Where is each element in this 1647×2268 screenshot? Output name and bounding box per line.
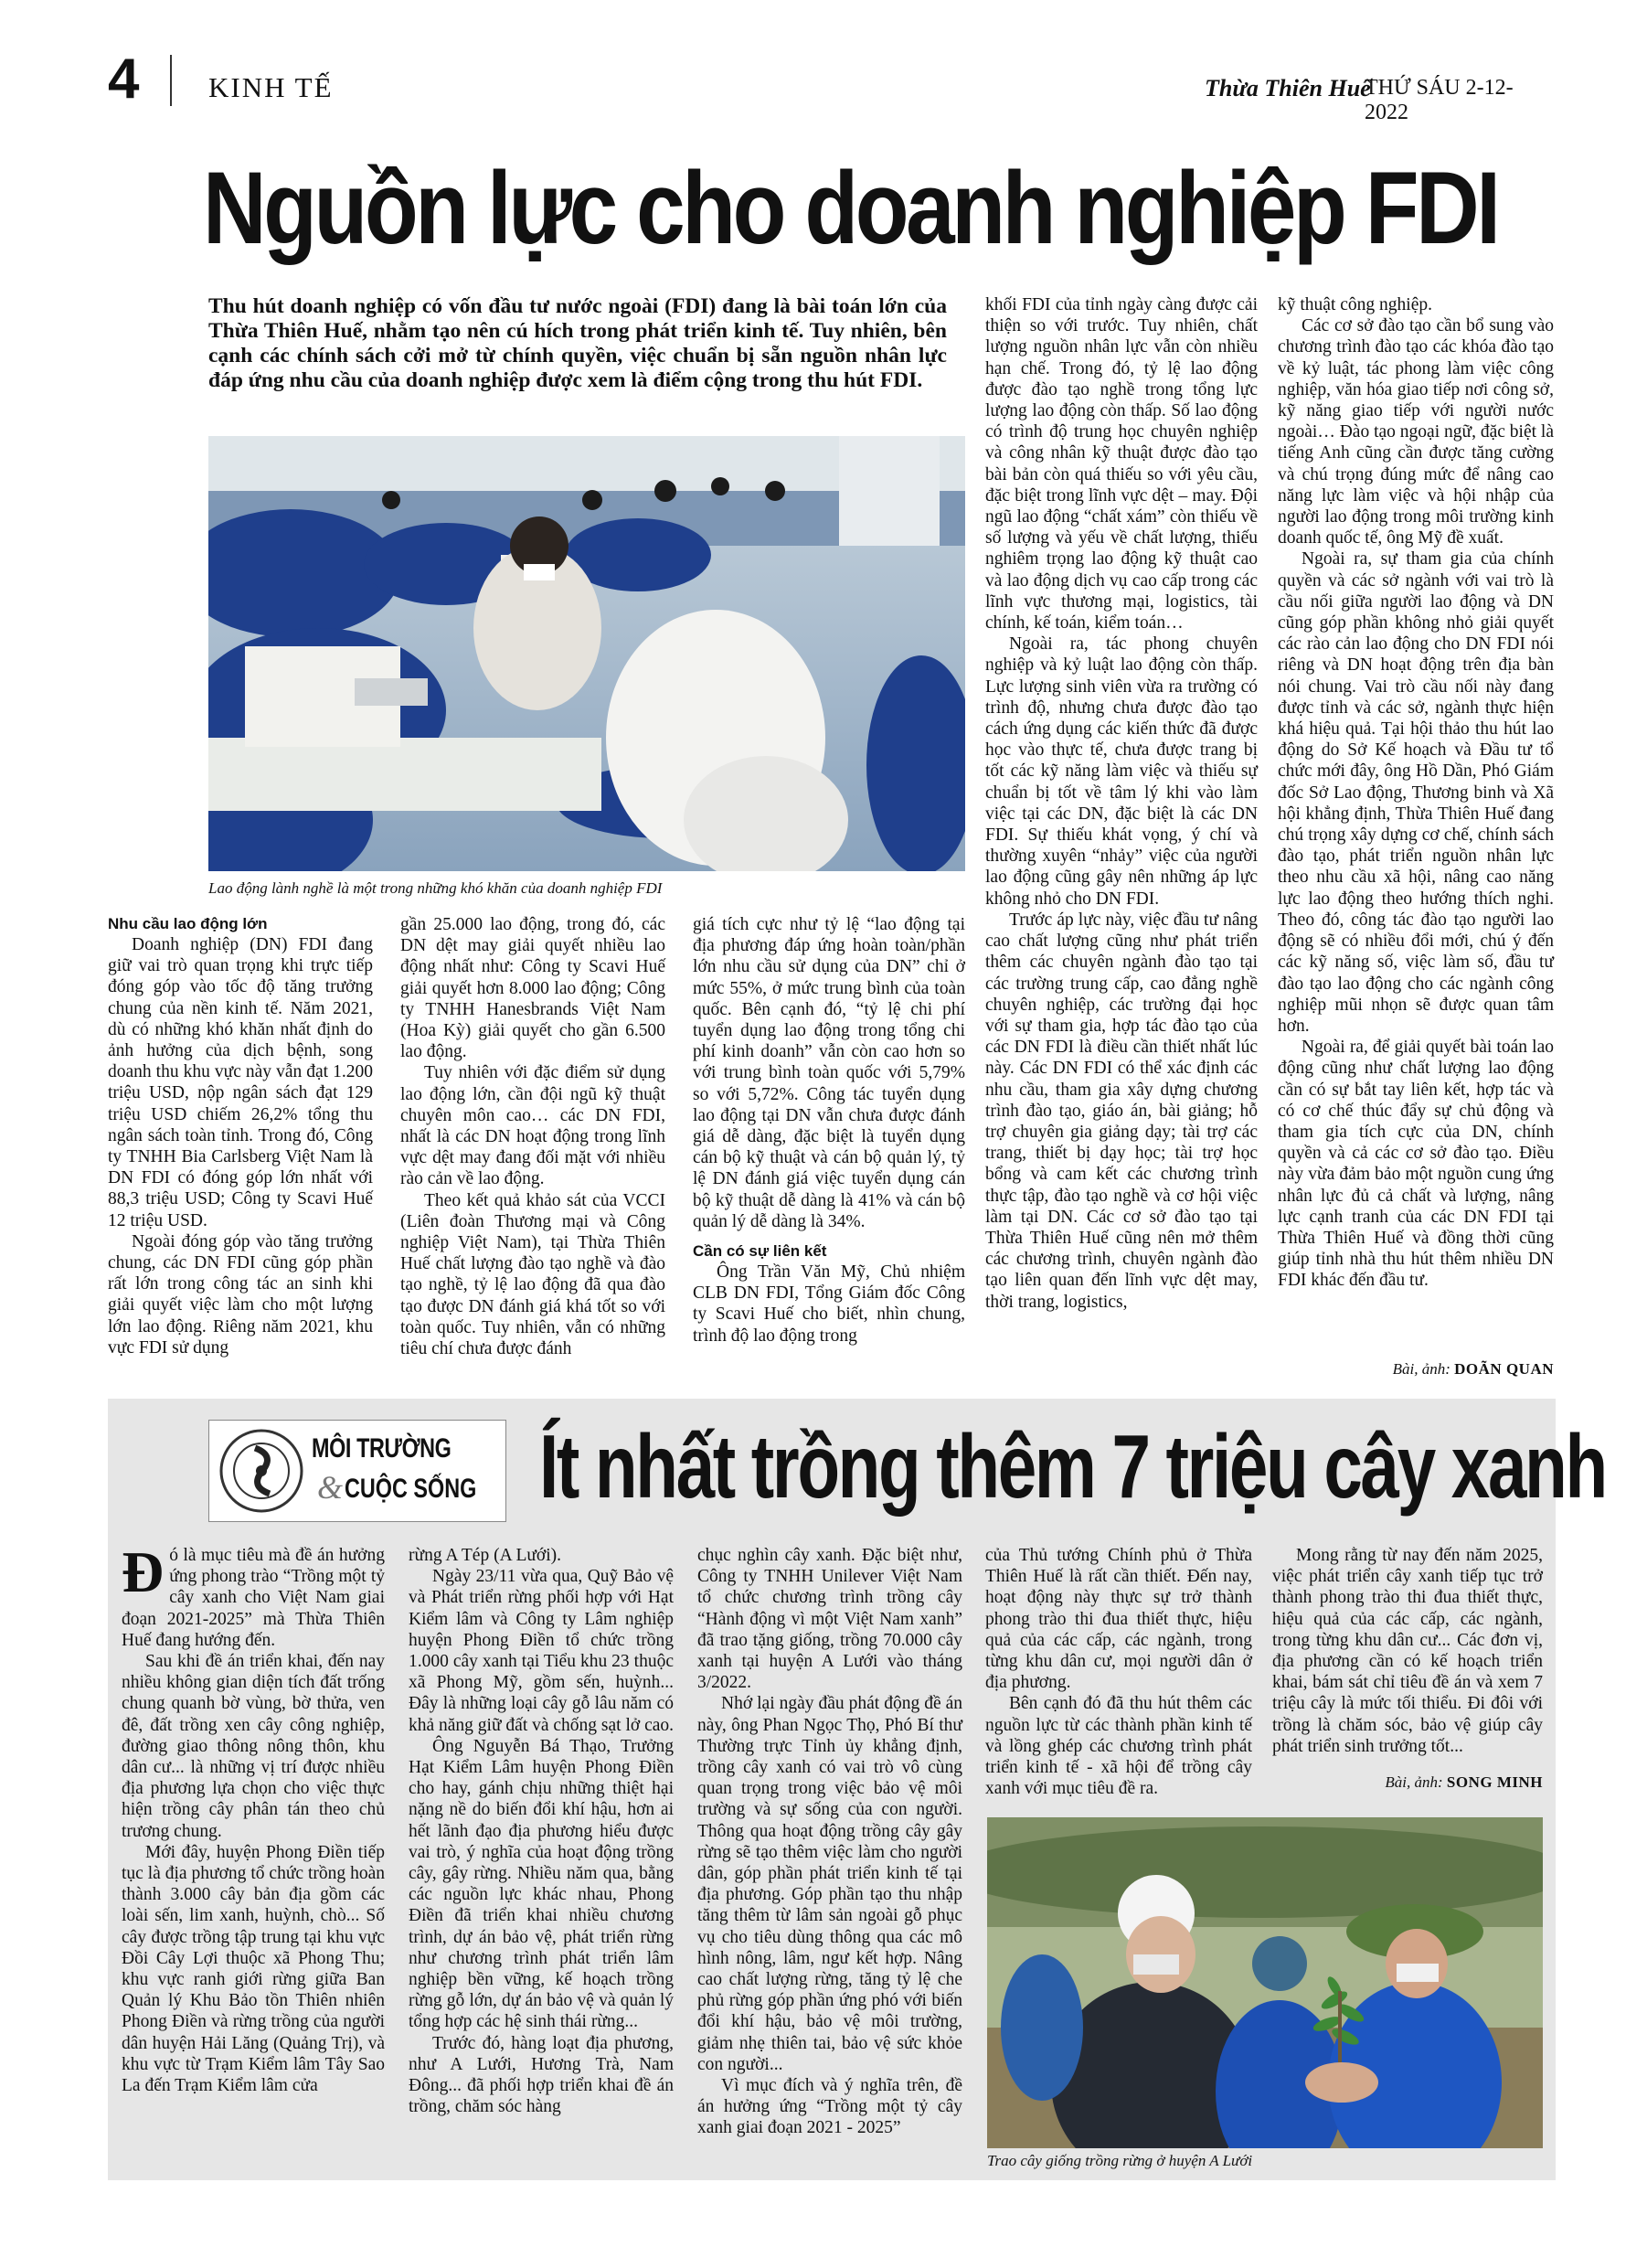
article2-title: Ít nhất trồng thêm 7 triệu cây xanh <box>539 1416 1606 1517</box>
paragraph: Tuy nhiên với đặc điểm sử dụng lao động lớn, cần đội ngũ kỹ thuật chuyên môn cao… các DN FDI, nhất là các DN hoạt động trong lĩnh vực dệt may đang đối mặt với nhiều rào cản về lao động. <box>400 1063 665 1189</box>
paragraph: của Thủ tướng Chính phủ ở Thừa Thiên Huế là rất cần thiết. Đến nay, hoạt động này thực sự trở thành phong trào thi đua thiết thực, hiệu quả của các cấp, các ngành, trong từng khu dân cư, mọi người dân ở địa phương. <box>985 1546 1252 1693</box>
ministry-emblem-icon <box>218 1428 304 1514</box>
paragraph: Theo kết quả khảo sát của VCCI (Liên đoàn Thương mại và Công nghiệp Việt Nam), tại Thừa Thiên Huế chất lượng đào tạo nghề và đào tạo nghề, tỷ lệ lao động đã qua đào tạo được DN đánh giá khá tốt so với toàn quốc. Tuy nhiên, vẫn có những tiêu chí chưa được đánh <box>400 1190 665 1359</box>
drop-cap: Đ <box>122 1539 165 1604</box>
paragraph: Trước đó, hàng loạt địa phương, như A Lưới, Hương Trà, Nam Đông... đã phối hợp triển khai đề án trồng, chăm sóc hàng <box>409 2033 674 2117</box>
subheading: Cần có sự liên kết <box>693 1242 827 1261</box>
issue-date: THỨ SÁU 2-12-2022 <box>1365 76 1514 124</box>
paragraph: gần 25.000 lao động, trong đó, các DN dệt may giải quyết nhiều lao động nhất như: Công ty Scavi Huế giải quyết hơn 8.000 lao động; Công ty TNHH Hanesbrands Việt Nam (Hoa Kỳ) giải quyết cho gần 6.500 lao động. <box>400 915 665 1062</box>
credit-author: SONG MINH <box>1446 1773 1543 1791</box>
paragraph: Ngoài ra, sự tham gia của chính quyền và các sở ngành với vai trò là cầu nối giữa người lao động và DN cũng góp phần không nhỏ giải quyết các rào cản lao động cho DN FDI nói riêng và DN hoạt động trên địa bàn nói chung. Vai trò cầu nối này đang được tỉnh và các sở, ngành thực hiện khá hiệu quả. Tại hội thảo thu hút lao động do Sở Kế hoạch và Đầu tư tổ chức mới đây, ông Hồ Dần, Phó Giám đốc Sở Lao động, Thương binh và Xã hội khẳng định, Thừa Thiên Huế đang chú trọng xây dựng cơ chế, chính sách đào tạo, phát triển nguồn nhân lực theo nhu cầu xã hội, nâng cao năng lực lao động theo hướng thích nghi. Theo đó, công tác đào tạo người lao động sẽ có nhiều đổi mới, chú ý đến các kỹ năng số, việc làm số, đầu tư đào tạo lao động cho các ngành công nghiệp mũi nhọn sẽ được quan tâm hơn. <box>1278 549 1554 1036</box>
article2-photo-caption: Trao cây giống trồng rừng ở huyện A Lưới <box>987 2152 1253 2169</box>
article1-column-5 <box>1278 294 1554 1292</box>
article-lead: Thu hút doanh nghiệp có vốn đầu tư nước ngoài (FDI) đang là bài toán lớn của Thừa Thiên Huế, nhằm tạo nên cú hích trong phát triển kinh tế. Tuy nhiên, bên cạnh các chính sách cởi mở từ chính quyền, việc chuẩn bị sẵn nguồn nhân lực đáp ứng nhu cầu của doanh nghiệp được xem là điểm cộng trong thu hút FDI. <box>208 294 947 392</box>
paragraph: Mong rằng từ nay đến năm 2025, việc phát triển cây xanh tiếp tục trở thành phong trào thi đua thiết thực, hiệu quả của các cấp, các ngành, trong từng khu dân cư... Các đơn vị, địa phương cần có kế hoạch triển khai, bám sát chỉ tiêu đề án và xem 7 triệu cây là mức tối thiểu. Đi đôi với trồng là chăm sóc, bảo vệ giúp cây phát triển sinh trưởng tốt... <box>1272 1546 1543 1756</box>
article2-credit <box>1270 1773 1543 1792</box>
section-name: KINH TẾ <box>208 71 334 103</box>
paragraph: Ông Nguyễn Bá Thạo, Trưởng Hạt Kiểm Lâm huyện Phong Điền cho hay, gánh chịu những thiệt hại nặng nề do biến đổi khí hậu, hơn ai hết lãnh đạo địa phương hiểu được vai trò, ý nghĩa của hoạt động trồng cây, gây rừng. Nhiều năm qua, bằng các nguồn lực khác nhau, Phong Điền đã triển khai nhiều chương trình, dự án bảo vệ, phát triển rừng như chương trình phát triển lâm nghiệp bền vững, kế hoạch trồng rừng gỗ lớn, dự án bảo vệ và quản lý tổng hợp các hệ sinh thái rừng... <box>409 1736 674 2032</box>
logo-ampersand: & <box>317 1469 344 1506</box>
paragraph: Ngày 23/11 vừa qua, Quỹ Bảo vệ và Phát triển rừng phối hợp với Hạt Kiểm lâm và Công ty Lâm nghiệp huyện Phong Điền tổ chức trồng 1.000 cây xanh tại Tiểu khu 23 thuộc xã Phong Mỹ, gồm sến, huỳnh... Đây là những loại cây gỗ lâu năm có khả năng giữ đất và chống sạt lở cao. <box>409 1567 675 1735</box>
logo-word-life: CUỘC SỐNG <box>345 1474 477 1504</box>
subheading: Nhu cầu lao động lớn <box>108 915 268 932</box>
section-logo <box>208 1420 506 1522</box>
paper-name: Thừa Thiên Huế <box>1205 75 1371 101</box>
article-title: Nguồn lực cho doanh nghiệp FDI <box>203 151 1498 265</box>
paragraph: Trước áp lực này, việc đầu tư nâng cao chất lượng cũng như phát triển thêm các chuyên ngành đào tạo tại các trường trung cấp, cao đẳng nghề chuyên nghiệp, các trường đại học với sự tham gia, hợp tác đào tạo của các DN FDI là điều cần thiết nhất lúc này. Các DN FDI có thể xác định các nhu cầu, tham gia xây dựng chương trình đào tạo, giáo án, bài giảng; hỗ trợ chuyên gia giảng dạy; tài trợ các trang, thiết bị dạy học; tài trợ học bổng và cam kết các chương trình thực tập, đào tạo nghề và cơ hội việc làm tại DN. Các cơ sở đào tạo tại Thừa Thiên Huế cũng nên mở thêm các chương trình, chuyên ngành đào tạo liên quan đến lĩnh vực dệt may, thời trang, logistics, <box>985 910 1258 1312</box>
page-header <box>108 48 1556 124</box>
paragraph: Ông Trần Văn Mỹ, Chủ nhiệm CLB DN FDI, Tổng Giám đốc Công ty Scavi Huế cho biết, nhìn chung, trình độ lao động trong <box>693 1262 965 1346</box>
paragraph: chục nghìn cây xanh. Đặc biệt như, Công ty TNHH Unilever Việt Nam tổ chức chương trình trồng cây “Hành động vì một Việt Nam xanh” đã trao tặng giống, trồng 70.000 cây xanh tại huyện A Lưới vào tháng 3/2022. <box>697 1546 962 1693</box>
paragraph: rừng A Tép (A Lưới). <box>409 1546 562 1565</box>
paragraph: Ngoài ra, để giải quyết bài toán lao động cũng như chất lượng lao động cần có sự bắt tay liên kết, hợp tác và có cơ chế thúc đẩy sự chủ động và tham gia tích cực của DN, chính quyền và cả các cơ sở đào tạo. Điều này vừa đảm bảo một nguồn cung ứng nhân lực đủ cả chất và lượng, nâng lực cạnh tranh của các DN FDI tại Thừa Thiên Huế và đồng thời cũng giúp tỉnh nhà thu hút thêm nhiều DN FDI khác đến đầu tư. <box>1278 1038 1554 1291</box>
paragraph-text: ó là mục tiêu mà đề án hưởng ứng phong trào “Trồng một tỷ cây xanh cho Việt Nam giai đoạn 2021-2025” mà Thừa Thiên Huế đang hướng đến. <box>122 1546 385 1650</box>
paragraph: Nhớ lại ngày đầu phát động đề án này, ông Phan Ngọc Thọ, Phó Bí thư Thường trực Tỉnh ủy khẳng định, trồng cây xanh có vai trò vô cùng quan trọng trong việc bảo vệ môi trường và sự sống của con người. Thông qua hoạt động trồng cây gây rừng sẽ tạo thêm việc làm cho người dân, góp phần phát triển kinh tế tại địa phương. Góp phần tạo thu nhập tăng thêm từ lâm sản ngoài gỗ phục vụ cho tiêu dùng thông qua các mô hình nông, lâm, ngư kết hợp. Nâng cao chất lượng rừng, tăng tỷ lệ che phủ rừng góp phần ứng phó với biến đổi khí hậu, bảo vệ môi trường, giảm nhẹ thiên tai, bảo vệ sức khỏe con người... <box>697 1694 962 2074</box>
page-number: 4 <box>108 48 140 111</box>
credit-prefix: Bài, ảnh: <box>1392 1360 1450 1378</box>
article2-column-3 <box>697 1545 962 2139</box>
tree-planting-image <box>987 1817 1543 2148</box>
paragraph: Doanh nghiệp (DN) FDI đang giữ vai trò quan trọng khi trực tiếp đóng góp vào tốc độ tăng trưởng chung của nền kinh tế. Năm 2021, dù có những khó khăn nhất định do ảnh hưởng của dịch bệnh, song doanh thu khu vực này vẫn đạt 1.200 triệu USD, nộp ngân sách đạt 129 triệu USD chiếm 26,2% tổng thu ngân sách toàn tỉnh. Trong đó, Công ty TNHH Bia Carlsberg Việt Nam là DN FDI có đóng góp lớn nhất với 88,3 triệu USD; Công ty Scavi Huế 12 triệu USD. <box>108 935 373 1230</box>
article1-column-4 <box>985 294 1258 1313</box>
credit-prefix: Bài, ảnh: <box>1385 1773 1443 1791</box>
paragraph: Mới đây, huyện Phong Điền tiếp tục là địa phương tổ chức trồng hoàn thành 3.000 cây bản địa gồm các loài sến, lim xanh, huỳnh, chò... Số cây được trồng tập trung tại khu vực Đồi Cây Lợi thuộc xã Phong Thu; khu vực ranh giới rừng giữa Ban Quản lý Khu Bảo tồn Thiên nhiên Phong Điền và rừng trồng của người dân huyện Hải Lăng (Quảng Trị), và khu vực từ Trạm Kiểm lâm Tây Sao La đến Trạm Kiểm lâm cửa <box>122 1842 385 2096</box>
paragraph: Ngoài ra, tác phong chuyên nghiệp và kỷ luật lao động còn thấp. Lực lượng sinh viên vừa ra trường có trình độ, nhưng chưa được đào tạo cách ứng dụng các kiến thức đã được học vào thực tế, chưa được trang bị tốt các kỹ năng làm việc và thiếu sự chuẩn bị tốt về tâm lý khi vào làm việc tại các DN, đặc biệt là các DN FDI. Sự thiếu khát vọng, ý chí và thường xuyên “nhảy” việc của người lao động cũng gây nên những áp lực không nhỏ cho DN FDI. <box>985 634 1258 909</box>
article1-column-1 <box>108 914 373 1358</box>
article1-column-3 <box>693 914 965 1347</box>
article1-column-2 <box>400 914 665 1359</box>
article2-column-1 <box>122 1539 385 2096</box>
paragraph: Ngoài đóng góp vào tăng trưởng chung, các DN FDI cũng góp phần rất lớn trong công tác an sinh khi giải quyết việc làm cho một lượng lớn lao động. Riêng năm 2021, khu vực FDI sử dụng <box>108 1231 373 1358</box>
article1-credit <box>1280 1360 1554 1379</box>
logo-word-environment: MÔI TRƯỜNG <box>312 1433 452 1464</box>
article2-column-2 <box>409 1545 674 2117</box>
article2-column-5 <box>1272 1545 1543 1757</box>
photo-caption: Lao động lành nghề là một trong những khó khăn của doanh nghiệp FDI <box>208 879 663 897</box>
paragraph: Vì mục đích và ý nghĩa trên, đề án hưởng ứng “Trồng một tỷ cây xanh giai đoạn 2021 - 2025” <box>697 2076 962 2138</box>
paragraph: Các cơ sở đào tạo cần bổ sung vào chương trình đào tạo các khóa đào tạo về kỷ luật, tác phong làm việc công nghiệp, văn hóa giao tiếp nơi công sở, kỹ năng giao tiếp với người nước ngoài… Đào tạo ngoại ngữ, đặc biệt là tiếng Anh cũng cần được tăng cường và chú trọng đúng mức để nâng cao năng lực làm việc và hội nhập của người lao động trong môi trường kinh doanh quốc tế, ông Mỹ đề xuất. <box>1278 316 1554 548</box>
tree-planting-photo <box>987 1817 1543 2148</box>
paragraph: giá tích cực như tỷ lệ “lao động tại địa phương đáp ứng hoàn toàn/phần lớn nhu cầu sử dụng của DN” chỉ ở mức 55%, ở mức trung bình của toàn quốc. Bên cạnh đó, “tỷ lệ chi phí tuyển dụng lao động trong tổng chi phí kinh doanh” vẫn còn cao hơn so với trung bình toàn quốc với 5,79% so với 5,72%. Công tác tuyển dụng lao động tại DN vẫn chưa được đánh giá dễ dàng, đặc biệt là tuyển dụng cán bộ kỹ thuật và cán bộ quản lý, tỷ lệ DN đánh giá việc tuyển dụng cán bộ kỹ thuật dễ dàng là 41% và cán bộ quản lý dễ dàng là 34%. <box>693 915 965 1231</box>
paragraph: khối FDI của tỉnh ngày càng được cải thiện so với trước. Tuy nhiên, chất lượng nguồn nhân lực vẫn còn nhiều hạn chế. Trong đó, tỷ lệ lao động được đào tạo nghề trong tổng lực lượng lao động còn thấp. Số lao động có trình độ trung học chuyên nghiệp và công nhân kỹ thuật được đào tạo bài bản còn quá thiếu so với yêu cầu, đặc biệt trong lĩnh vực dệt – may. Đội ngũ lao động “chất xám” còn thiếu về số lượng và yếu về chất lượng, thiếu nghiêm trọng lao động kỹ thuật cao và lao động dịch vụ cao cấp trong các lĩnh vực thương mại, logistics, tài chính, kế toán, kiểm toán… <box>985 295 1258 634</box>
factory-photo <box>208 436 965 871</box>
paragraph: Sau khi đề án triển khai, đến nay nhiều không gian diện tích đất trống chung quanh bờ vùng, bờ thửa, ven đê, đất trồng xen cây công nghiệp, đường giao thông nông thôn, khu dân cư... là những vị trí được nhiều địa phương lựa chọn cho việc thực hiện trồng cây phân tán theo chủ trương chung. <box>122 1652 385 1841</box>
article2-column-4 <box>985 1545 1252 1799</box>
header-divider <box>170 55 172 106</box>
credit-author: DOÃN QUAN <box>1454 1360 1554 1378</box>
paragraph <box>122 1539 385 1651</box>
paragraph: kỹ thuật công nghiệp. <box>1278 295 1432 314</box>
sewing-workshop-image <box>208 436 965 871</box>
paragraph: Bên cạnh đó đã thu hút thêm các nguồn lực từ các thành phần kinh tế và lồng ghép các chương trình phát triển kinh tế - xã hội để trồng cây xanh với mục tiêu đề ra. <box>985 1694 1252 1799</box>
